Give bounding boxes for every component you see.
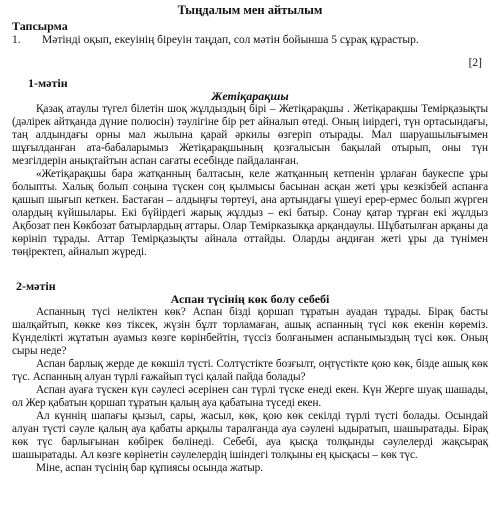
- task-instruction: [12, 33, 488, 47]
- text1-paragraph-1: Қазақ атаулы түгел білетін шоқ жұлдыздың бірі – Жетіқарақшы . Жетіқарақшы Темірқазықты (дәлірек айтқанда дүние полюсін) тәулігіне бір рет айналып өтеді. Оның іиірдегі, түн ортасындағы, таң алдындағы орны мал жылына қарай әркилы өзгеріп отырады. Мал шаруашылығымен шұғылданған ата-бабаларымыз Жетіқарақшының қозғалысын бақылай отырып, оны түн мезгілдерін анықтайтын аспан сағаты есебінде пайдаланған.: [12, 103, 488, 167]
- section-spacer: [12, 259, 488, 273]
- text2-paragraph-5: Міне, аспан түсінің бар құпиясы осында жатыр.: [36, 462, 263, 474]
- text2-title: Аспан түсінің көк болу себебі: [170, 292, 330, 306]
- text2-paragraph-4: Ал күннің шапағы қызыл, сары, жасыл, көк, қою көк секілді түрлі түсті болады. Осындай алуан түсті сәуле қалың ауа қабаты арқылы таралғанда ауа сәулені ыдыратып, шашыратады. Бірақ көк түс барлығынан көбірек бөлінеді. Себебі, ауа қысқа толқынды сәулелерді жақсырақ шашыратады. Ал көзге көрінетін сәулелердің ішіндегі толқыны ең қысқасы – көк түс.: [12, 410, 488, 461]
- text2-paragraph-2: Аспан барлық жерде де көкшіл түсті. Солтүстікте бозғылт, оңтүстікте қою көк, бізде ашық көк түс. Аспанның алуан түрлі ғажайып түсі қалай пайда болады?: [12, 358, 488, 383]
- text1-label: 1-мәтін: [28, 76, 68, 90]
- task-number: 1.: [12, 34, 21, 46]
- text1-paragraph-2: «Жетіқарақшы бара жатқанның балтасын, келе жатқанның кетпенін ұрлаған баукеспе ұры болыпты. Халық болып соңына түскен соң қылмысы басынан асқан жеті ұры кезкізбей аспанға қашып шығып кеткен. Бастаған – алдыңғы төртеуі, ана артындағы үшеуі ерер-ермес болып жүрген олардың күйшылары. Екі бүйірдегі жарық жұлдыз – екі батыр. Сонау қатар тұрған екі жұлдыз Ақбозат пен Көкбозат батырлардың аттары. Олар Темірказыкқа арқандаулы. Шұбатылған арқаны да көрініп тұрады. Аттар Темірқазықты айнала оттайды. Оларды аңдиған жеті ұры да түнімен төңіректеп, айналып жүреді.: [12, 168, 488, 258]
- marks-label: [2]: [468, 57, 482, 69]
- page-title: Тыңдалым мен айтылым: [177, 3, 323, 17]
- task-label: Тапсырма: [12, 19, 68, 33]
- task-text: Мәтінді оқып, екеуінің біреуін таңдап, сол мәтін бойынша 5 сұрақ құрастыр.: [42, 34, 419, 46]
- text2-label: 2-мәтін: [16, 279, 56, 293]
- text2-paragraph-1: Аспанның түсі неліктен көк? Аспан бізді қоршап тұратын ауадан тұрады. Бірақ басты шалқайтып, көкке көз тіксек, жүзін бұлт торламаған, ашық аспанның түсі көк екенін көреміз. Күнделікті жұтатын ауамыз көзге көрінбейтін, түссіз болғанымен аспанымыздың түсі көк. Оның сыры неде?: [12, 306, 488, 357]
- text2-paragraph-3: Аспан ауаға түскен күн сәулесі әсерінен сан түрлі түске енеді екен. Күн Жерге шуақ шашады, ол Жер қабатын қоршап тұратын қалың ауа қабатына түседі екен.: [12, 384, 488, 409]
- text1-title: Жетіқарақшы: [211, 89, 289, 103]
